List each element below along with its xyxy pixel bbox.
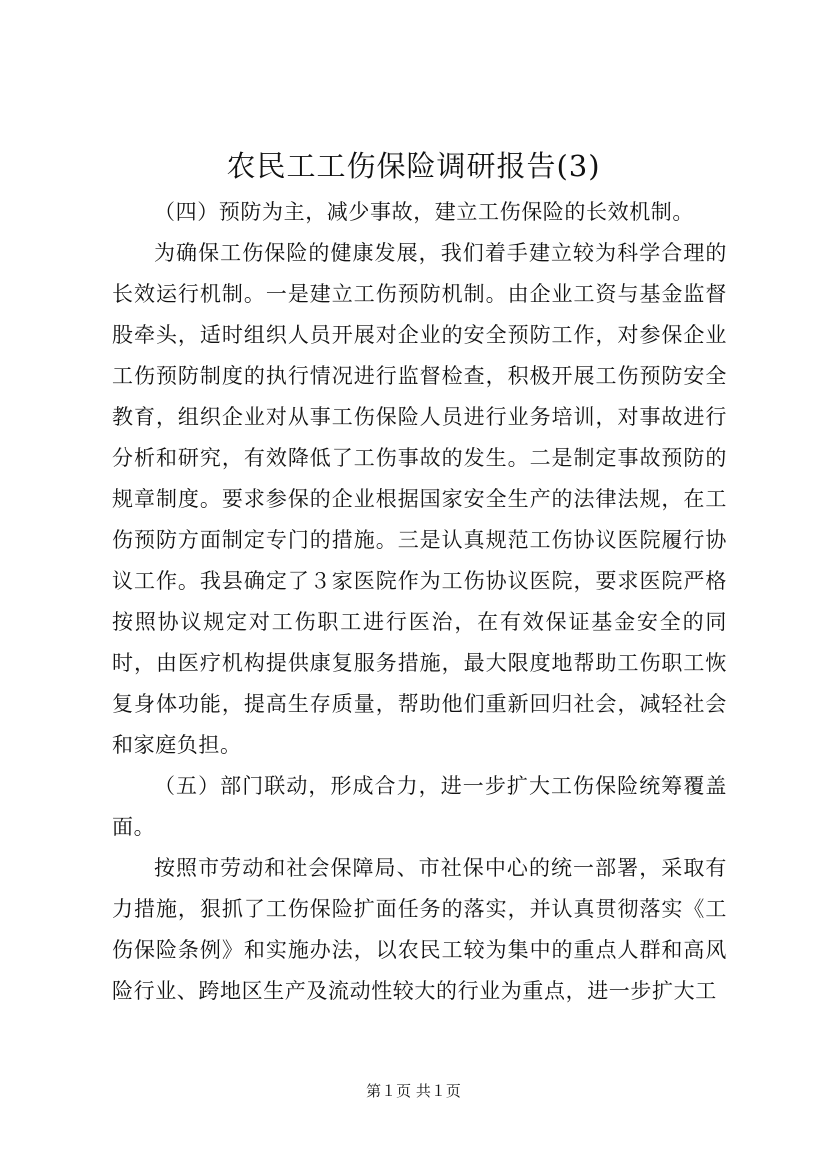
document-title: 农民工工伤保险调研报告(3) xyxy=(226,149,601,183)
body-paragraph: 为确保工伤保险的健康发展，我们着手建立较为科学合理的长效运行机制。一是建立工伤预防机制。由企业工资与基金监督股牵头，适时组织人员开展对企业的安全预防工作，对参保企业工伤预防制度的执行情况进行监督检查，积极开展工伤预防安全教育，组织企业对从事工伤保险人员进行业务培训，对事故进行分析和研究，有效降低了工伤事故的发生。二是制定事故预防的规章制度。要求参保的企业根据国家安全生产的法律法规，在工伤预防方面制定专门的措施。三是认真规范工伤协议医院履行协议工作。我县确定了３家医院作为工伤协议医院，要求医院严格按照协议规定对工伤职工进行医治，在有效保证基金安全的同时，由医疗机构提供康复服务措施，最大限度地帮助工伤职工恢复身体功能，提高生存质量，帮助他们重新回归社会，减轻社会和家庭负担。 xyxy=(112,241,727,757)
section-heading-four: （四）预防为主，减少事故，建立工伤保险的长效机制。 xyxy=(154,200,694,224)
page-footer: 第１页 共１页 xyxy=(366,1082,461,1100)
document-body xyxy=(112,192,727,1012)
body-paragraph: 按照市劳动和社会保障局、市社保中心的统一部署，采取有力措施，狠抓了工伤保险扩面任务的落实，并认真贯彻落实《工伤保险条例》和实施办法，以农民工较为集中的重点人群和高风险行业、跨地区生产及流动性较大的行业为重点，进一步扩大工 xyxy=(112,856,727,1003)
section-heading-five: （五）部门联动，形成合力，进一步扩大工伤保险统筹覆盖面。 xyxy=(112,774,727,839)
